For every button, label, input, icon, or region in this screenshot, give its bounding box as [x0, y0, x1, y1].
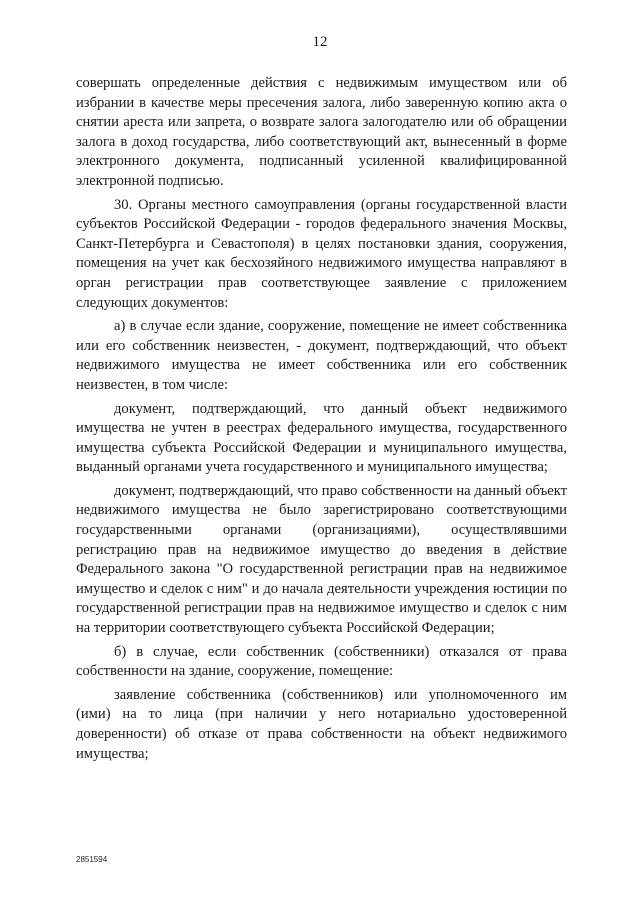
paragraph-subitem-b: б) в случае, если собственник (собственники) отказался от права собственности на здание, сооружение, помещение:: [76, 643, 567, 680]
paragraph-item-30: 30. Органы местного самоуправления (органы государственной власти субъектов Российской Федерации - городов федерального значения Москвы, Санкт-Петербурга и Севастополя) в целях постановки здания, сооружения, помещения на учет как бесхозяйного недвижимого имущества направляют в орган регистрации прав соответствующее заявление с приложением следующих документов:: [76, 196, 567, 311]
paragraph-subitem-a: а) в случае если здание, сооружение, помещение не имеет собственника или его собственник неизвестен, - документ, подтверждающий, что объект недвижимого имущества не имеет собственника или его собственник неизвестен, в том числе:: [76, 318, 567, 393]
paragraph-continuation: совершать определенные действия с недвижимым имуществом или об избрании в качестве меры пресечения залога, либо заверенную копию акта о снятии ареста или запрета, о возврате залога залогодателю или об обращении залога в доход государства, либо соответствующий акт, вынесенный в форме электронного документа, подписанный усиленной квалифицированной электронной подписью.: [76, 75, 567, 189]
page-number: 12: [312, 34, 328, 50]
document-code: 2851594: [76, 855, 108, 864]
document-body: [76, 74, 567, 768]
paragraph-document-ownership: документ, подтверждающий, что право собственности на данный объект недвижимого имущества не было зарегистрировано соответствующими государственными органами (организациями), осуществлявшими регистрацию прав на недвижимое имущество до введения в действие Федерального закона "О государственной регистрации прав на недвижимое имущество и сделок с ним" и до начала деятельности учреждения юстиции по государственной регистрации прав на недвижимое имущество и сделок с ним на территории соответствующего субъекта Российской Федерации;: [76, 482, 567, 637]
paragraph-owner-statement: заявление собственника (собственников) или уполномоченного им (ими) на то лица (при наличии у него нотариально удостоверенной доверенности) об отказе от права собственности на объект недвижимого имущества;: [76, 686, 567, 762]
paragraph-document-registry: документ, подтверждающий, что данный объект недвижимого имущества не учтен в реестрах федерального имущества, государственного имущества субъекта Российской Федерации и муниципального имущества, выданный органами учета государственного и муниципального имущества;: [76, 400, 567, 476]
